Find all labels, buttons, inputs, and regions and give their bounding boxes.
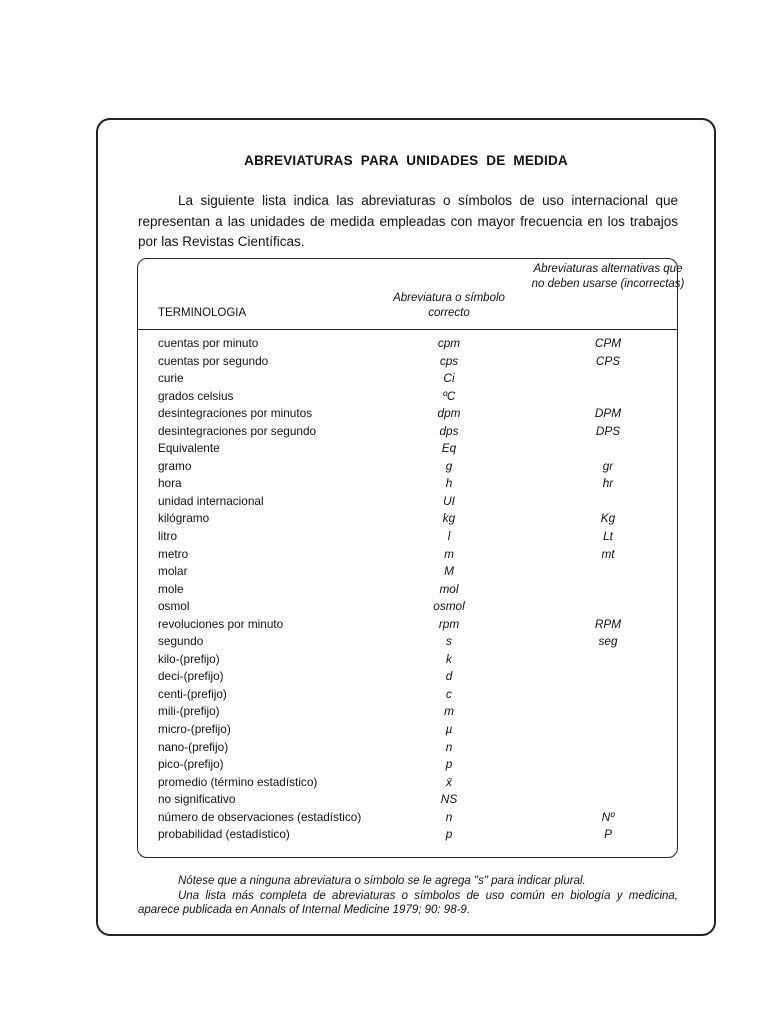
- table-row: [0, 440, 768, 458]
- row-incorrect-alternative: mt: [601, 546, 615, 561]
- table-row: [0, 616, 768, 634]
- table-row: [0, 475, 768, 493]
- row-correct-symbol: kg: [442, 511, 456, 526]
- row-correct-symbol: m: [444, 704, 454, 719]
- row-correct-symbol: c: [446, 686, 452, 701]
- table-row: [0, 353, 768, 371]
- row-term: osmol: [158, 599, 190, 614]
- row-correct-symbol: µ: [445, 722, 453, 737]
- row-term: mili-(prefijo): [158, 704, 220, 719]
- row-correct-symbol: NS: [440, 792, 458, 807]
- row-term: metro: [158, 546, 189, 561]
- row-correct-symbol: dps: [439, 423, 459, 438]
- row-term: hora: [158, 476, 182, 491]
- row-incorrect-alternative: Kg: [600, 511, 616, 526]
- row-term: pico-(prefijo): [158, 757, 224, 772]
- row-incorrect-alternative: RPM: [594, 616, 622, 631]
- row-correct-symbol: osmol: [433, 599, 465, 614]
- table-row: [0, 809, 768, 827]
- row-incorrect-alternative: DPM: [594, 406, 622, 421]
- row-correct-symbol: Ci: [443, 371, 455, 386]
- table-row: [0, 651, 768, 669]
- table-body: [0, 335, 768, 844]
- table-header-divider: [137, 329, 678, 330]
- row-term: promedio (término estadístico): [158, 774, 318, 789]
- document-title: ABREVIATURAS PARA UNIDADES DE MEDIDA: [244, 153, 568, 168]
- row-correct-symbol: h: [445, 476, 453, 491]
- row-term: cuentas por segundo: [158, 353, 269, 368]
- row-term: segundo: [158, 634, 204, 649]
- row-correct-symbol: m: [444, 546, 454, 561]
- table-row: [0, 388, 768, 406]
- row-correct-symbol: d: [445, 669, 453, 684]
- row-term: centi-(prefijo): [158, 686, 227, 701]
- row-term: nano-(prefijo): [158, 739, 229, 754]
- footnote-plural: Nótese que a ninguna abreviatura o símbolo se le agrega "s" para indicar plural.: [178, 875, 586, 887]
- row-correct-symbol: p: [445, 757, 453, 772]
- row-correct-symbol: p: [445, 827, 453, 842]
- row-term: curie: [158, 371, 184, 386]
- row-correct-symbol: k: [446, 651, 452, 666]
- row-incorrect-alternative: CPS: [595, 353, 621, 368]
- table-row: [0, 546, 768, 564]
- row-correct-symbol: Eq: [441, 441, 457, 456]
- row-correct-symbol: g: [445, 458, 453, 473]
- table-row: [0, 703, 768, 721]
- row-term: mole: [158, 581, 184, 596]
- row-correct-symbol: n: [445, 739, 453, 754]
- table-row: [0, 756, 768, 774]
- row-term: unidad internacional: [158, 493, 264, 508]
- table-row: [0, 335, 768, 353]
- row-term: kilo-(prefijo): [158, 651, 220, 666]
- table-row: [0, 458, 768, 476]
- row-term: Equivalente: [158, 441, 220, 456]
- row-term: gramo: [158, 458, 192, 473]
- row-term: litro: [158, 529, 178, 544]
- table-row: [0, 528, 768, 546]
- row-term: probabilidad (estadístico): [158, 827, 290, 842]
- table-row: [0, 739, 768, 757]
- row-term: cuentas por minuto: [158, 336, 259, 350]
- row-term: micro-(prefijo): [158, 722, 231, 737]
- table-row: [0, 791, 768, 809]
- row-correct-symbol: dpm: [437, 406, 461, 421]
- row-incorrect-alternative: Nº: [601, 809, 615, 824]
- row-correct-symbol: x̄: [446, 774, 452, 789]
- row-correct-symbol: rpm: [438, 616, 460, 631]
- table-row: [0, 423, 768, 441]
- table-row: [0, 633, 768, 651]
- table-row: [0, 581, 768, 599]
- row-term: desintegraciones por segundo: [158, 423, 317, 438]
- row-incorrect-alternative: seg: [598, 634, 618, 649]
- column-header-incorrect-alternatives: Abreviaturas alternativas que no deben usarse (incorrectas): [531, 263, 685, 290]
- row-incorrect-alternative: gr: [602, 458, 614, 473]
- table-row: [0, 668, 768, 686]
- row-term: deci-(prefijo): [158, 669, 224, 684]
- row-correct-symbol: mol: [439, 581, 459, 596]
- row-correct-symbol: UI: [443, 493, 455, 508]
- row-term: número de observaciones (estadístico): [158, 809, 362, 824]
- table-row: [0, 721, 768, 739]
- row-term: molar: [158, 564, 188, 579]
- column-header-terminology: TERMINOLOGIA: [158, 307, 247, 319]
- row-correct-symbol: ºC: [442, 388, 456, 403]
- row-term: revoluciones por minuto: [158, 616, 284, 631]
- row-term: grados celsius: [158, 388, 234, 403]
- row-correct-symbol: l: [447, 529, 451, 544]
- row-term: kilógramo: [158, 511, 210, 526]
- table-row: [0, 686, 768, 704]
- row-term: desintegraciones por minutos: [158, 406, 313, 421]
- table-row: [0, 826, 768, 844]
- row-incorrect-alternative: P: [604, 827, 612, 842]
- column-header-correct-symbol: Abreviatura o símbolo correcto: [393, 292, 505, 319]
- table-row: [0, 598, 768, 616]
- row-correct-symbol: s: [446, 634, 452, 649]
- footnote-reference: Una lista más completa de abreviaturas o símbolos de uso común en biología y medicina, aparece publicada en Annals of Internal Medicine 1979; 90: 98-9.: [138, 889, 678, 917]
- row-correct-symbol: cpm: [437, 336, 461, 350]
- table-row: [0, 370, 768, 388]
- row-incorrect-alternative: DPS: [595, 423, 621, 438]
- footnotes: [138, 874, 678, 918]
- row-incorrect-alternative: CPM: [594, 336, 622, 350]
- row-term: no significativo: [158, 792, 236, 807]
- row-correct-symbol: M: [444, 564, 454, 579]
- table-row: [0, 493, 768, 511]
- row-correct-symbol: cps: [439, 353, 459, 368]
- row-correct-symbol: n: [445, 809, 453, 824]
- row-incorrect-alternative: Lt: [603, 529, 613, 544]
- table-row: [0, 774, 768, 792]
- row-incorrect-alternative: hr: [602, 476, 614, 491]
- table-row: [0, 405, 768, 423]
- intro-paragraph: La siguiente lista indica las abreviaturas o símbolos de uso internacional que representan a las unidades de medida empleadas con mayor frecuencia en los trabajos por las Revistas Científicas.: [138, 193, 678, 249]
- table-row: [0, 563, 768, 581]
- table-row: [0, 510, 768, 528]
